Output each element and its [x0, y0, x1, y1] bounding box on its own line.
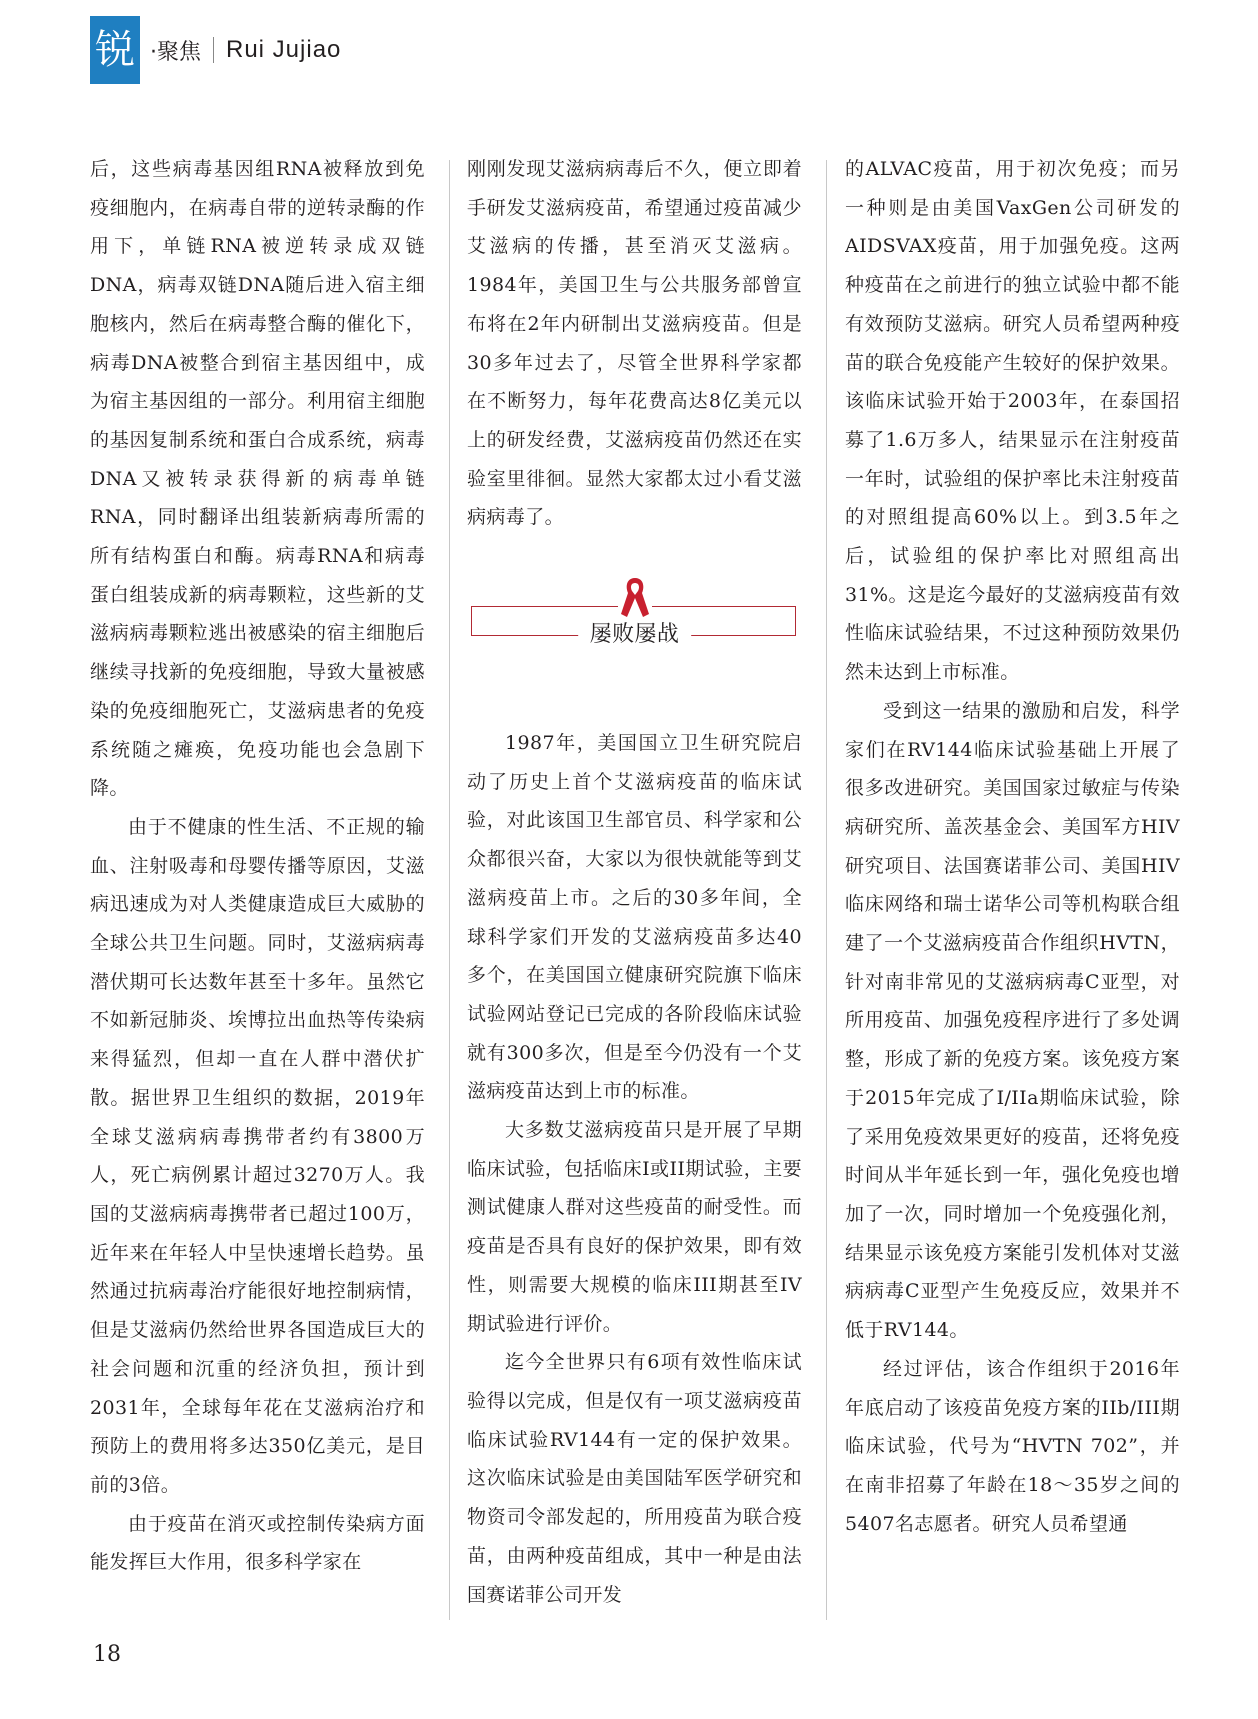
paragraph: 由于疫苗在消灭或控制传染病方面能发挥巨大作用，很多科学家在: [90, 1512, 425, 1574]
paragraph: 刚刚发现艾滋病病毒后不久，便立即着手研发艾滋病疫苗，希望通过疫苗减少艾滋病的传播，甚至消灭艾滋病。1984年，美国卫生与公共服务部曾宣布将在2年内研制出艾滋病疫苗。但是30多年过去了，尽管全世界科学家都在不断努力，每年花费高达8亿美元以上的研发经费，艾滋病疫苗仍然还在实验室里徘徊。显然大家都太过小看艾滋病病毒了。: [467, 158, 802, 529]
page-header: [90, 16, 341, 84]
paragraph: 大多数艾滋病疫苗只是开展了早期临床试验，包括临床I或II期试验，主要测试健康人群对这些疫苗的耐受性。而疫苗是否具有良好的保护效果，即有效性，则需要大规模的临床III期甚至IV期试验进行评价。: [467, 1119, 802, 1335]
section-title: 屡败屡战: [578, 620, 692, 650]
paragraph: 经过评估，该合作组织于2016年年底启动了该疫苗免疫方案的IIb/III期临床试验，代号为“HVTN 702”，并在南非招募了年龄在18～35岁之间的5407名志愿者。研究人员希望通: [845, 1357, 1180, 1535]
section-heading: [467, 564, 802, 680]
page-number: 18: [93, 1642, 121, 1667]
section-name-cn: ·聚焦: [150, 39, 201, 65]
header-divider: [213, 37, 214, 63]
column-logo: 锐: [90, 16, 140, 84]
paragraph: 后，这些病毒基因组RNA被释放到免疫细胞内，在病毒自带的逆转录酶的作用下，单链RNA被逆转录成双链DNA，病毒双链DNA随后进入宿主细胞核内，然后在病毒整合酶的催化下，病毒DNA被整合到宿主基因组中，成为宿主基因组的一部分。利用宿主细胞的基因复制系统和蛋白合成系统，病毒DNA又被转录获得新的病毒单链RNA，同时翻译出组装新病毒所需的所有结构蛋白和酶。病毒RNA和病毒蛋白组装成新的病毒颗粒，这些新的艾滋病病毒颗粒逃出被感染的宿主细胞后继续寻找新的免疫细胞，导致大量被感染的免疫细胞死亡，艾滋病患者的免疫系统随之瘫痪，免疫功能也会急剧下降。: [90, 158, 425, 800]
section-name-en: Rui Jujiao: [226, 36, 342, 63]
text-column-1: [90, 150, 425, 1620]
paragraph: 由于不健康的性生活、不正规的输血、注射吸毒和母婴传播等原因，艾滋病迅速成为对人类健康造成巨大威胁的全球公共卫生问题。同时，艾滋病病毒潜伏期可长达数年甚至十多年。虽然它不如新冠肺炎、埃博拉出血热等传染病来得猛烈，但却一直在人群中潜伏扩散。据世界卫生组织的数据，2019年全球艾滋病病毒携带者约有3800万人，死亡病例累计超过3270万人。我国的艾滋病病毒携带者已超过100万，近年来在年轻人中呈快速增长趋势。虽然通过抗病毒治疗能很好地控制病情，但是艾滋病仍然给世界各国造成巨大的社会问题和沉重的经济负担，预计到2031年，全球每年花在艾滋病治疗和预防上的费用将多达350亿美元，是目前的3倍。: [90, 815, 425, 1496]
paragraph: 受到这一结果的激励和启发，科学家们在RV144临床试验基础上开展了很多改进研究。美国国家过敏症与传染病研究所、盖茨基金会、美国军方HIV研究项目、法国赛诺菲公司、美国HIV临床网络和瑞士诺华公司等机构联合组建了一个艾滋病疫苗合作组织HVTN，针对南非常见的艾滋病病毒C亚型，对所用疫苗、加强免疫程序进行了多处调整，形成了新的免疫方案。该免疫方案于2015年完成了I/IIa期临床试验，除了采用免疫效果更好的疫苗，还将免疫时间从半年延长到一年，强化免疫也增加了一次，同时增加一个免疫强化剂，结果显示该免疫方案能引发机体对艾滋病病毒C亚型产生免疫反应，效果并不低于RV144。: [845, 699, 1180, 1342]
paragraph: 迄今全世界只有6项有效性临床试验得以完成，但是仅有一项艾滋病疫苗临床试验RV144有一定的保护效果。这次临床试验是由美国陆军医学研究和物资司令部发起的，所用疫苗为联合疫苗，由两种疫苗组成，其中一种是由法国赛诺菲公司开发: [467, 1351, 802, 1606]
text-column-3: [845, 150, 1180, 1620]
column-rule: [826, 160, 827, 1620]
text-column-2: [467, 150, 802, 1620]
red-ribbon-icon: [618, 574, 652, 622]
paragraph: 的ALVAC疫苗，用于初次免疫；而另一种则是由美国VaxGen公司研发的AIDSVAX疫苗，用于加强免疫。这两种疫苗在之前进行的独立试验中都不能有效预防艾滋病。研究人员希望两种疫苗的联合免疫能产生较好的保护效果。该临床试验开始于2003年，在泰国招募了1.6万多人，结果显示在注射疫苗一年时，试验组的保护率比未注射疫苗的对照组提高60%以上。到3.5年之后，试验组的保护率比对照组高出31%。这是迄今最好的艾滋病疫苗有效性临床试验结果，不过这种预防效果仍然未达到上市标准。: [845, 158, 1180, 684]
column-rule: [449, 160, 450, 1620]
paragraph: 1987年，美国国立卫生研究院启动了历史上首个艾滋病疫苗的临床试验，对此该国卫生部官员、科学家和公众都很兴奋，大家以为很快就能等到艾滋病疫苗上市。之后的30多年间，全球科学家们开发的艾滋病疫苗多达40多个，在美国国立健康研究院旗下临床试验网站登记已完成的各阶段临床试验就有300多次，但是至今仍没有一个艾滋病疫苗达到上市的标准。: [467, 732, 802, 1103]
